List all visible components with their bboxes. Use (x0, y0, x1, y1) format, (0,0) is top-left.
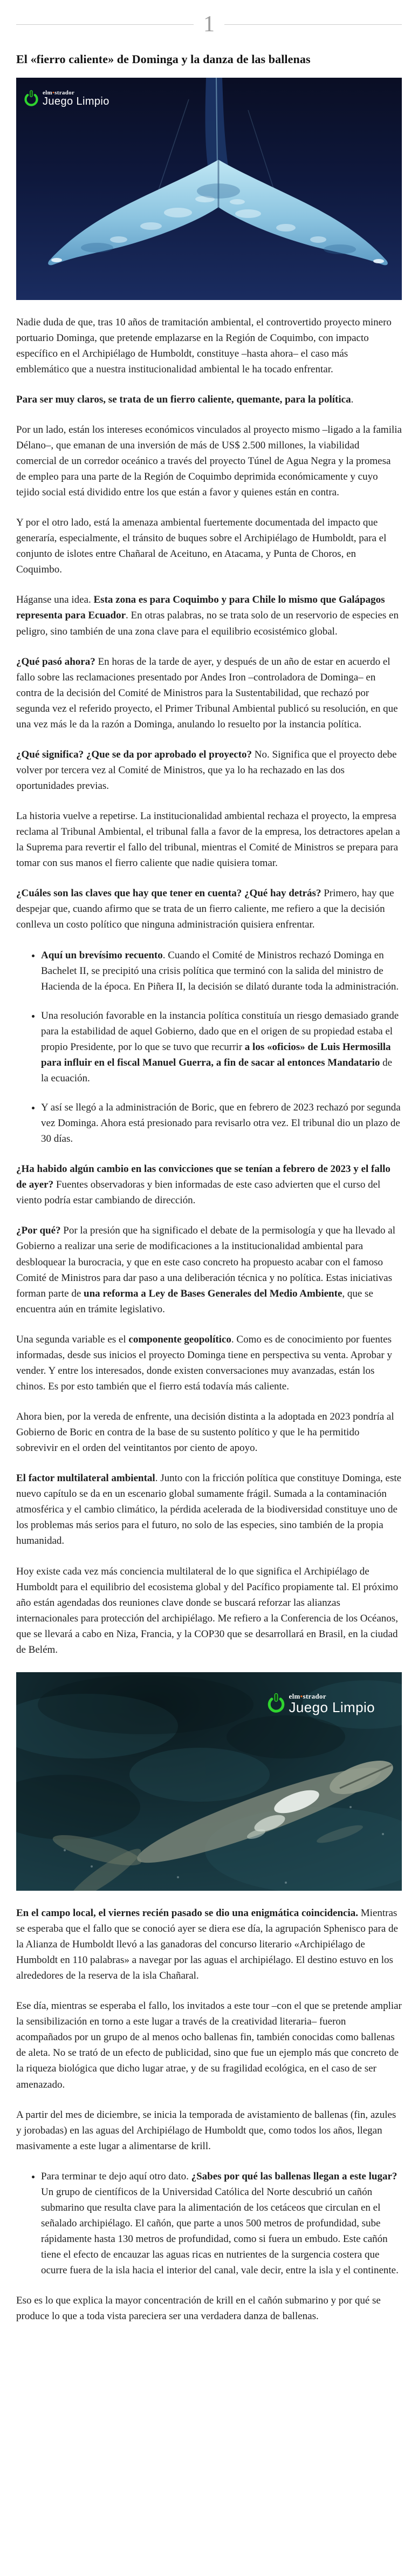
juego-limpio-wordmark: Juego Limpio (289, 1699, 375, 1716)
bold-text: En el campo local, el viernes recién pasado se dio una enigmática coincidencia. (16, 1907, 359, 1919)
body-text: Y así se llegó a la administración de Boric, que en febrero de 2023 rechazó por segunda vez Dominga. Ahora está presionado para revisarlo otra vez. El tribunal dio un plazo de 30 días. (41, 1102, 401, 1145)
body-text: Una resolución favorable en la instancia política constituía un riesgo demasiado grande para la estabilidad de aquel Gobierno, dado que en el origen de su propiedad estaba el propio Presidente, por lo que se tuvo que recurrir (41, 1010, 399, 1053)
bold-text: ¿Ha habido algún cambio en las convicciones que se tenían a febrero de 2023 y el fallo de ayer? (16, 1163, 390, 1191)
body-text: Una segunda variable es el (16, 1333, 129, 1345)
body-text: Ese día, mientras se esperaba el fallo, los invitados a este tour –con el que se pretende ampliar la sensibilización en torno a este lugar a través de la creatividad literaria– fueron acompañados por un grupo de al menos ocho ballenas fin, también conocidas como ballenas de aleta. No se trató de un efecto de publicidad, sino que fue un ejemplo más que concreto de la riqueza biológica que dicho lugar atrae, y de su fragilidad ecológica, en el caso de ser amenazado. (16, 2000, 402, 2090)
paragraph (16, 592, 402, 639)
orange-dot: • (300, 1692, 303, 1700)
elmostrador-juego-limpio-logo (24, 90, 109, 107)
paragraph (16, 885, 402, 932)
logo-text (289, 1693, 375, 1715)
body-text: A partir del mes de diciembre, se inicia la temporada de avistamiento de ballenas (fin, azules y jorobadas) en las aguas del Archipiélago de Humboldt que, como todos los años, llegan masivamente a este lugar a alimentarse de krill. (16, 2109, 396, 2152)
body-text: Y por el otro lado, está la amenaza ambiental fuertemente documentada del impacto que generaría, especialmente, el tránsito de buques sobre el Archipiélago de Humboldt, para el conjunto de islotes entre Chañaral de Aceituno, en Atacama, y Punta de Choros, en Coquimbo. (16, 517, 387, 576)
body-text: , que se encuentra aún en trámite legislativo. (16, 1287, 373, 1315)
whale-tail-illustration (16, 78, 402, 300)
bold-text: ¿Qué pasó ahora? (16, 656, 95, 667)
elmostrador-wordmark (43, 90, 109, 96)
power-icon (267, 1693, 285, 1713)
paragraph (16, 1161, 402, 1208)
paragraph (16, 315, 402, 377)
body-text: Fuentes observadoras y bien informadas de este caso advierten que el curso del viento podría estar cambiando de dirección. (16, 1179, 381, 1207)
paragraph (16, 392, 402, 407)
bold-text: componente geopolítico (128, 1333, 231, 1345)
list-item (41, 948, 402, 994)
body-text: Mientras se esperaba que el fallo que se conoció ayer se diera ese día, la agrupación Sphenisco para de la Alianza de Humboldt llevó a las ganadoras del concurso literario «Archipiélago de Humboldt en 110 palabras» a navegar por las aguas el archipiélago. El destino estuvo en los alrededores de la reserva de la isla Chañaral. (16, 1907, 398, 1982)
bullet-list (16, 2169, 402, 2278)
body-text: Para terminar te dejo aquí otro dato. (41, 2170, 191, 2182)
bullet-list (16, 948, 402, 1147)
body-text: Nadie duda de que, tras 10 años de tramitación ambiental, el controvertido proyecto minero portuario Dominga, que pretende emplazarse en la Región de Coquimbo, con impacto específico en el Archipiélago de Humboldt, constituye –hasta ahora– el caso más emblemático que a nuestra institucionalidad ambiental le ha tocado enfrentar. (16, 316, 392, 375)
section-divider (16, 13, 402, 36)
paragraph (16, 1998, 402, 2092)
bold-text: ¿Por qué? (16, 1225, 61, 1237)
divider-line-right (224, 24, 402, 25)
paragraph (16, 515, 402, 577)
bold-text: Aquí un brevísimo recuento (41, 949, 163, 961)
paragraph (16, 1470, 402, 1549)
bold-text: Para ser muy claros, se trata de un fierro caliente, quemante, para la política (16, 393, 351, 405)
brand-suffix: strador (303, 1692, 326, 1700)
body-text: . En otras palabras, no se trata solo de un reservorio de especies en peligro, sino también de una zona clave para el equilibrio ecosistémico global. (16, 610, 399, 637)
body-text: En horas de la tarde de ayer, y después de un año de estar en acuerdo el fallo sobre las reclamaciones presentado por Andes Iron –controladora de Dominga– en contra de la decisión del Comité de Ministros para la Sustentabilidad, que rechazó por segunda vez el referido proyecto, el Primer Tribunal Ambiental publicó su resolución, en que una vez más le da la razón a Dominga, anulando lo resuelto por la instancia política. (16, 656, 398, 730)
paragraph (16, 2293, 402, 2324)
body-text: de la ecuación. (41, 1057, 393, 1084)
divider-line-left (16, 24, 194, 25)
article-body (16, 78, 402, 2325)
body-text: La historia vuelve a repetirse. La institucionalidad ambiental rechaza el proyecto, la empresa reclama al Tribunal Ambiental, el tribunal falla a favor de la empresa, los detractores apelan a la Suprema para revertir el fallo del tribunal, mientras el Comité de Ministros se prepara para tomar con sus manos el fierro caliente que nadie quisiera tomar. (16, 810, 400, 869)
body-text: Por la presión que ha significado el debate de la permisología y que ha llevado al Gobierno a realizar una serie de modificaciones a la institucionalidad ambiental para desbloquear la burocracia, y que en este caso concreto ha propuesto acabar con el famoso Comité de Ministros para dar paso a una deliberación técnica y no política. Estas iniciativas forman parte de (16, 1225, 395, 1299)
bold-text: Esta zona es para Coquimbo y para Chile lo mismo que Galápagos representa para Ecuador (16, 594, 385, 622)
article-image-whale-tail-underwater (16, 78, 402, 300)
paragraph (16, 1409, 402, 1456)
paragraph (16, 422, 402, 500)
elmostrador-juego-limpio-logo (267, 1693, 375, 1715)
list-item (41, 1008, 402, 1086)
section-number: 1 (203, 12, 215, 37)
logo-text (43, 90, 109, 107)
paragraph (16, 1564, 402, 1658)
paragraph (16, 654, 402, 732)
list-item (41, 2169, 402, 2278)
paragraph (16, 808, 402, 871)
body-text: Hoy existe cada vez más conciencia multilateral de lo que significa el Archipiélago de Humboldt para el equilibrio del ecosistema global y del Pacífico propiamente tal. El próximo año están agendadas dos reuniones clave donde se buscará reforzar las alianzas internacionales para protección del archipiélago. Me refiero a la Conferencia de los Océanos, que se llevará a cabo en Niza, Francia, y la COP30 que se desarrollará en Brasil, en la ciudad de Belém. (16, 1565, 399, 1655)
brand-prefix: elm (289, 1692, 300, 1700)
body-text: Primero, hay que despejar que, cuando afirmo que se trata de un fierro caliente, me refiero a que la decisión conlleva un costo político que ninguna administración quisiera enfrentar. (16, 888, 394, 931)
paragraph (16, 1223, 402, 1317)
body-text: Háganse una idea. (16, 594, 94, 606)
juego-limpio-wordmark: Juego Limpio (43, 95, 109, 107)
paragraph (16, 1905, 402, 1984)
bold-text: ¿Cuáles son las claves que hay que tener en cuenta? ¿Qué hay detrás? (16, 888, 321, 899)
bold-text: a los «oficios» de Luis Hermosilla para influir en el fiscal Manuel Guerra, a fin de sacar al entonces Mandatario (41, 1041, 391, 1068)
brand-prefix: elm (43, 89, 53, 96)
body-text: Eso es lo que explica la mayor concentración de krill en el cañón submarino y por qué se produce lo que a toda vista pareciera ser una verdadera danza de ballenas. (16, 2295, 381, 2322)
bold-text: una reforma a Ley de Bases Generales del Medio Ambiente (84, 1287, 342, 1299)
body-text: . Cuando el Comité de Ministros rechazó Dominga en Bachelet II, se precipitó una crisis política que terminó con la salida del ministro de Hacienda de la época. En Piñera II, la decisión se dilató durante toda la administración. (41, 949, 399, 992)
body-text: . (351, 393, 354, 405)
bold-text: El factor multilateral ambiental (16, 1473, 155, 1484)
orange-dot: • (52, 89, 55, 96)
body-text: Por un lado, están los intereses económicos vinculados al proyecto mismo –ligado a la familia Délano–, que emanan de una inversión de más de US$ 2.500 millones, la viabilidad comercial de un corredor oceánico a través del proyecto Túnel de Agua Negra y la promesa de empleo para una parte de la Región de Coquimbo deprimida económicamente y cuyo tejido social está dividido entre los que están a favor y quienes están en contra. (16, 424, 402, 499)
paragraph (16, 747, 402, 794)
body-text: . Como es de conocimiento por fuentes informadas, desde sus inicios el proyecto Dominga tiene en perspectiva su venta. Aprobar y vender. Y entre los interesados, donde existen conversaciones muy avanzadas, están los chinos. Es por esto también que el fierro está todavía más caliente. (16, 1333, 392, 1392)
bold-text: ¿Sabes por qué las ballenas llegan a este lugar? (191, 2170, 398, 2182)
body-text: Ahora bien, por la vereda de enfrente, una decisión distinta a la adoptada en 2023 pondría al Gobierno de Boric en contra de la base de su sustento político y que le ha permitido sobrevivir en el orden del veintitantos por ciento de apoyo. (16, 1411, 394, 1454)
body-text: . Junto con la fricción política que constituye Dominga, este nuevo capítulo se da en un escenario global sumamente frágil. Sumada a la contaminación atmosférica y el cambio climático, la pérdida acelerada de la biodiversidad constituye uno de los problemas más serios para el futuro, no solo de las especies, sino también de la propia humanidad. (16, 1473, 402, 1547)
brand-suffix: strador (54, 89, 75, 96)
paragraph (16, 1332, 402, 1394)
power-icon (24, 90, 39, 107)
body-text: Un grupo de científicos de la Universidad Católica del Norte descubrió un cañón submarino que resulta clave para la alimentación de los cetáceos que circulan en el señalado archipiélago. El cañón, que parte a unos 500 metros de profundidad, sube rápidamente hasta 130 metros de profundidad, como si fuera un embudo. Este cañón tiene el efecto de encauzar las aguas ricas en nutrientes de la surgencia costera que ocurre fuera de la isla hacia el interior del canal, vale decir, entre la isla y el continente. (41, 2186, 399, 2277)
article-image-whale-aerial-view (16, 1672, 402, 1891)
body-text: No. Significa que el proyecto debe volver por tercera vez al Comité de Ministros, que ya lo ha rechazado en las dos oportunidades previas. (16, 748, 397, 792)
article-headline: El «fierro caliente» de Dominga y la danza de las ballenas (16, 52, 311, 66)
list-item (41, 1100, 402, 1147)
bold-text: ¿Qué significa? ¿Que se da por aprobado el proyecto? (16, 748, 252, 760)
paragraph (16, 2107, 402, 2154)
